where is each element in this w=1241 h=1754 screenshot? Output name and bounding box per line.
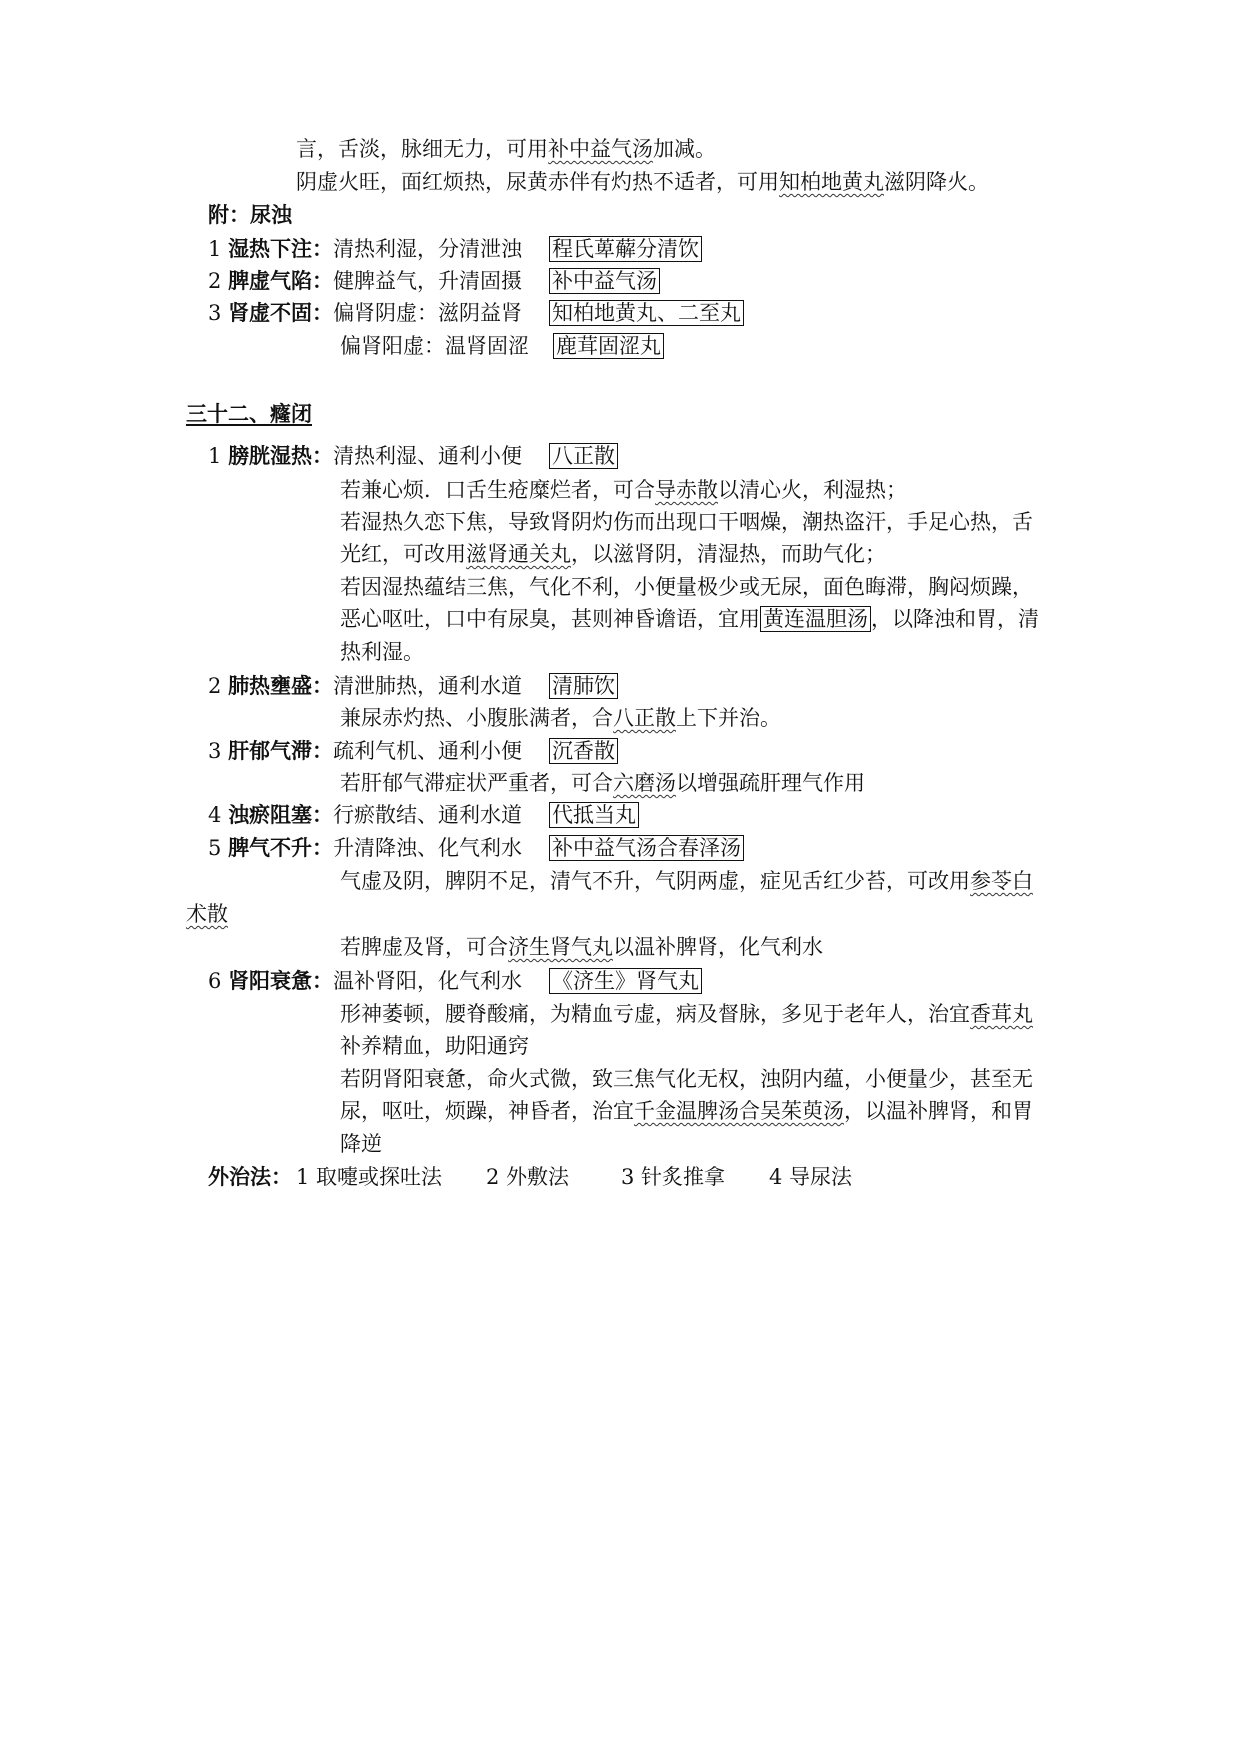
note-line: 降逆 — [340, 1132, 382, 1156]
appendix-sub-item — [340, 332, 529, 360]
note-line: 若因湿热蕴结三焦，气化不利，小便量极少或无尿，面色晦滞，胸闷烦躁， — [340, 575, 1033, 599]
appendix-formula-2 — [549, 267, 660, 295]
syndrome-6 — [208, 967, 522, 995]
syndrome-1-formula — [549, 442, 618, 470]
appendix-title: 附：尿浊 — [208, 203, 292, 227]
text: 尿，呕吐，烦躁，神昏者，治宜 — [340, 1099, 634, 1123]
text: 光红，可改用 — [340, 542, 466, 566]
formula-ref: 济生肾气丸 — [508, 935, 613, 959]
note-line — [340, 867, 1033, 895]
continuation-line-2 — [296, 168, 989, 196]
appendix-item-3 — [208, 299, 522, 327]
formula-box: 知柏地黄丸、二至丸 — [549, 300, 744, 326]
syndrome-5 — [208, 834, 522, 862]
item-number: 1 — [208, 237, 222, 261]
note-line — [186, 900, 228, 928]
formula-ref: 八正散 — [613, 706, 676, 730]
formula-box: 清肺饮 — [549, 673, 618, 699]
item-number: 3 — [208, 739, 222, 763]
note-line — [340, 1000, 1033, 1028]
treatment-method: 清热利湿，分清泄浊 — [333, 237, 523, 261]
section-title: 三十二、癃闭 — [186, 402, 312, 426]
text: 气虚及阴，脾阴不足，清气不升，气阴两虚，症见舌红少苔，可改用 — [340, 869, 970, 893]
syndrome-name: 肝郁气滞： — [228, 739, 334, 763]
text: 兼尿赤灼热、小腹胀满者，合 — [340, 706, 613, 730]
formula-box: 补中益气汤合春泽汤 — [549, 835, 744, 861]
formula-box: 八正散 — [549, 443, 618, 469]
syndrome-name: 脾气不升： — [228, 836, 334, 860]
syndrome-name: 湿热下注： — [228, 237, 334, 261]
syndrome-3-formula — [549, 737, 618, 765]
text: 阴虚火旺，面红烦热，尿黄赤伴有灼热不适者，可用 — [296, 170, 779, 194]
external-therapy — [208, 1163, 292, 1191]
formula-box: 沉香散 — [549, 738, 618, 764]
appendix-item-1 — [208, 235, 522, 263]
syndrome-name: 膀胱湿热： — [228, 444, 334, 468]
note-line — [340, 540, 886, 568]
syndrome-1 — [208, 442, 522, 470]
item-number: 3 — [208, 301, 222, 325]
external-item-3: 3 针炙推拿 — [621, 1165, 726, 1189]
treatment-method: 升清降浊、化气利水 — [333, 836, 523, 860]
formula-ref: 滋肾通关丸 — [466, 542, 571, 566]
syndrome-name: 脾虚气陷： — [228, 269, 334, 293]
treatment-method: 清热利湿、通利小便 — [333, 444, 523, 468]
text: ，以滋肾阴，清湿热，而助气化； — [571, 542, 886, 566]
note-line — [340, 933, 823, 961]
syndrome-4-formula — [549, 801, 639, 829]
note-line: 若湿热久恋下焦，导致肾阴灼伤而出现口干咽燥，潮热盗汗，手足心热，舌 — [340, 510, 1033, 534]
formula-box: 补中益气汤 — [549, 268, 660, 294]
syndrome-2 — [208, 672, 522, 700]
item-number: 2 — [208, 674, 222, 698]
external-item-2: 2 外敷法 — [486, 1165, 570, 1189]
treatment-method: 清泄肺热，通利水道 — [333, 674, 523, 698]
appendix-formula-3 — [549, 299, 744, 327]
note-line — [340, 704, 781, 732]
formula-ref: 补中益气汤 — [548, 137, 653, 161]
syndrome-2-formula — [549, 672, 618, 700]
item-number: 4 — [208, 803, 222, 827]
text: 若肝郁气滞症状严重者，可合 — [340, 771, 613, 795]
formula-ref: 参苓白 — [970, 869, 1033, 893]
text: 上下并治。 — [676, 706, 781, 730]
formula-box: 鹿茸固涩丸 — [553, 333, 664, 359]
text: 加减。 — [653, 137, 716, 161]
formula-box: 黄连温胆汤 — [760, 606, 871, 632]
note-line — [340, 476, 907, 504]
continuation-line-1 — [296, 135, 716, 163]
treatment-method: 行瘀散结、通利水道 — [333, 803, 523, 827]
treatment-method: 健脾益气，升清固摄 — [333, 269, 523, 293]
formula-ref: 导赤散 — [655, 478, 718, 502]
text: 以增强疏肝理气作用 — [676, 771, 865, 795]
text: 以清心火，利湿热； — [718, 478, 907, 502]
syndrome-name: 肾阳衰惫： — [228, 969, 334, 993]
external-label: 外治法： — [208, 1165, 292, 1189]
text: 滋阴降火。 — [884, 170, 989, 194]
treatment-method: 偏肾阴虚：滋阴益肾 — [333, 301, 523, 325]
item-number: 1 — [208, 444, 222, 468]
formula-ref: 千金温脾汤合吴茱萸汤 — [634, 1099, 844, 1123]
formula-box: 程氏萆薢分清饮 — [549, 236, 702, 262]
treatment-method: 疏利气机、通利小便 — [333, 739, 523, 763]
text: 若兼心烦．口舌生疮糜烂者，可合 — [340, 478, 655, 502]
item-number: 5 — [208, 836, 222, 860]
item-number: 2 — [208, 269, 222, 293]
text: ，以温补脾肾，和胃 — [844, 1099, 1033, 1123]
syndrome-5-formula — [549, 834, 744, 862]
note-line: 热利湿。 — [340, 640, 424, 664]
item-number: 6 — [208, 969, 222, 993]
note-line: 若阴肾阳衰惫，命火式微，致三焦气化无权，浊阴内蕴，小便量少，甚至无 — [340, 1067, 1033, 1091]
treatment-method: 偏肾阳虚：温肾固涩 — [340, 334, 529, 358]
text: 形神萎顿，腰脊酸痛，为精血亏虚，病及督脉，多见于老年人，治宜 — [340, 1002, 970, 1026]
formula-box: 代抵当丸 — [549, 802, 639, 828]
note-line — [340, 769, 865, 797]
formula-ref: 六磨汤 — [613, 771, 676, 795]
syndrome-name: 浊瘀阻塞： — [228, 803, 334, 827]
syndrome-name: 肾虚不固： — [228, 301, 334, 325]
external-item-4: 4 导尿法 — [769, 1165, 853, 1189]
text: 若脾虚及肾，可合 — [340, 935, 508, 959]
treatment-method: 温补肾阳，化气利水 — [333, 969, 523, 993]
note-line — [340, 605, 1039, 633]
note-line: 补养精血，助阳通窍 — [340, 1034, 529, 1058]
syndrome-6-formula — [549, 967, 702, 995]
appendix-sub-formula — [553, 332, 664, 360]
appendix-formula-1 — [549, 235, 702, 263]
text: 恶心呕吐，口中有尿臭，甚则神昏谵语，宜用 — [340, 607, 760, 631]
syndrome-4 — [208, 801, 522, 829]
formula-ref: 香茸丸 — [970, 1002, 1033, 1026]
text: 以温补脾肾，化气利水 — [613, 935, 823, 959]
syndrome-3 — [208, 737, 522, 765]
appendix-item-2 — [208, 267, 522, 295]
note-line — [340, 1097, 1033, 1125]
text: ，以降浊和胃，清 — [871, 607, 1039, 631]
text: 言，舌淡，脉细无力，可用 — [296, 137, 548, 161]
formula-ref: 知柏地黄丸 — [779, 170, 884, 194]
external-item-1: 1 取嚏或探吐法 — [296, 1165, 443, 1189]
syndrome-name: 肺热壅盛： — [228, 674, 334, 698]
formula-box: 《济生》肾气丸 — [549, 968, 702, 994]
formula-ref: 术散 — [186, 902, 228, 926]
